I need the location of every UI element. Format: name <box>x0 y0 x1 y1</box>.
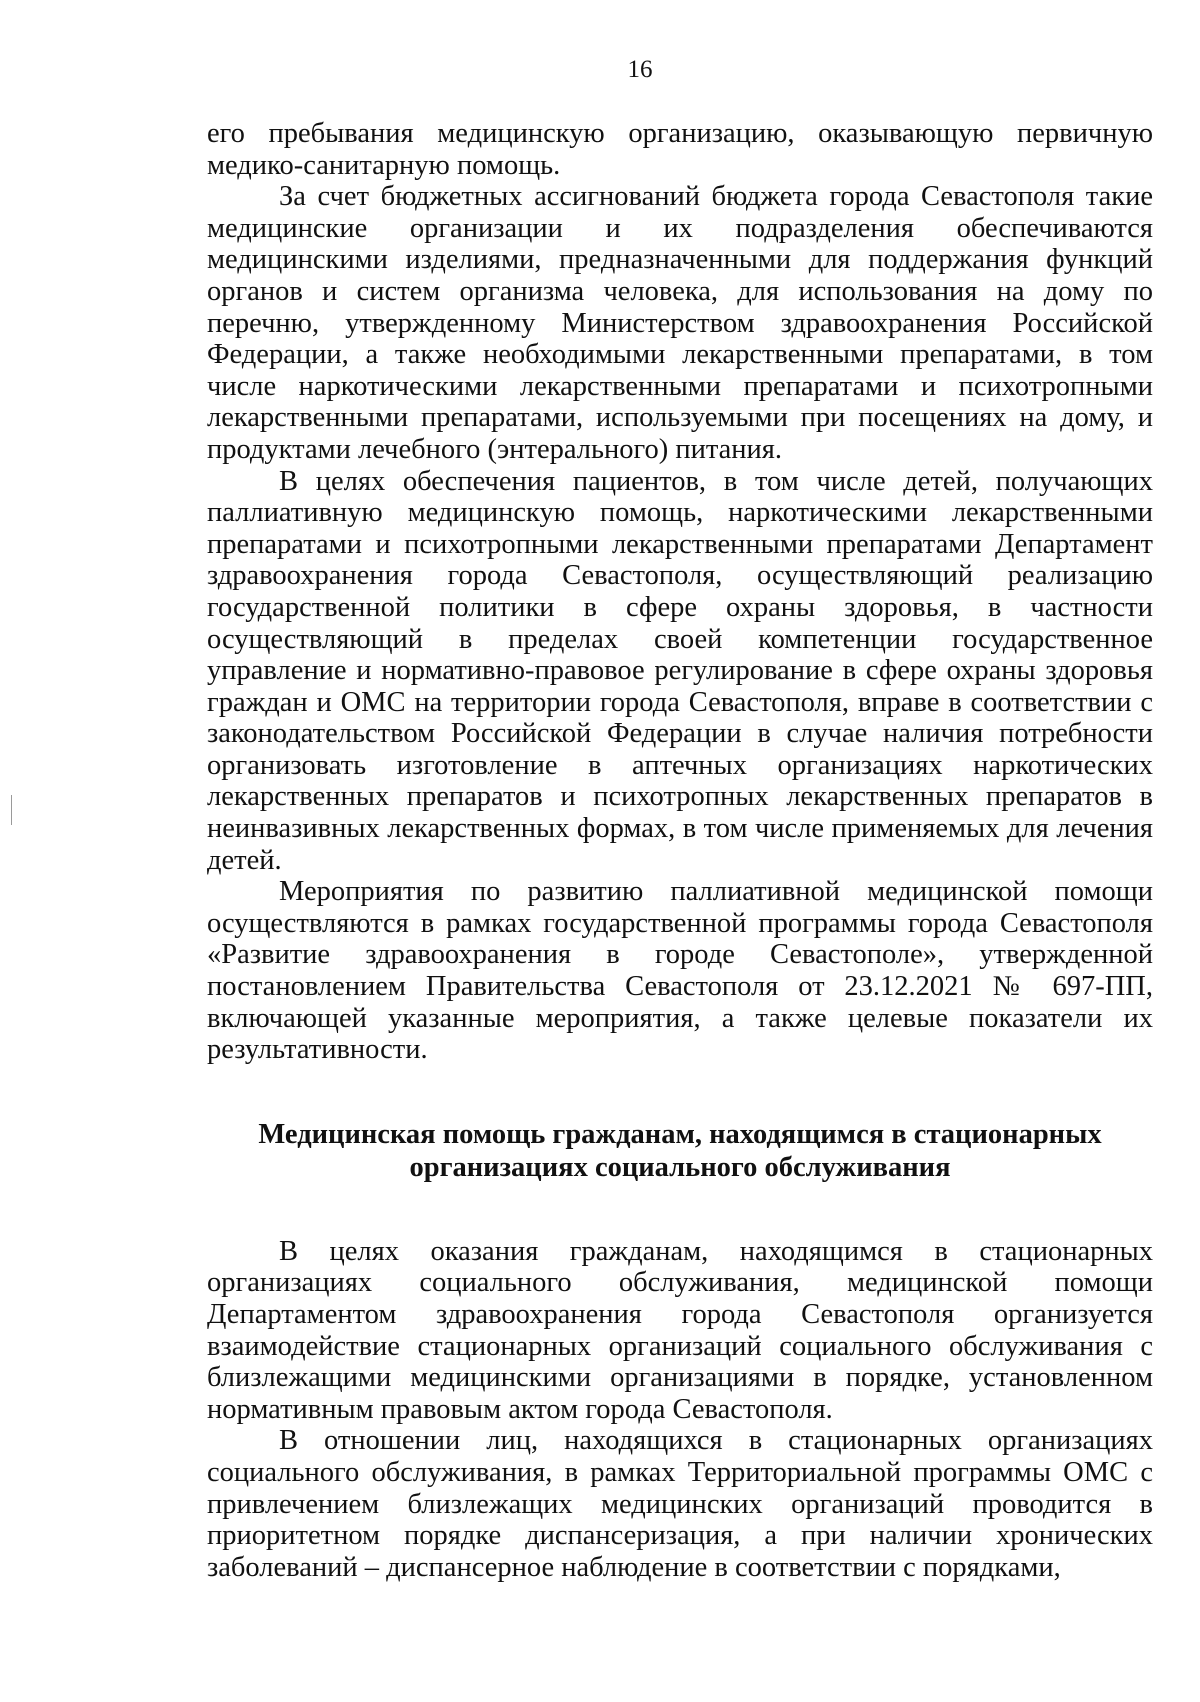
paragraph-funding: За счет бюджетных ассигнований бюджета города Севастополя такие медицинские организации и их подразделения обеспечиваются медицинскими изделиями, предназначенными для поддержания функций органов и систем организма человека, для использования на дому по перечню, утвержденному Министерством здравоохранения Российской Федерации, а также необходимыми лекарственными препаратами, в том числе наркотическими лекарственными препаратами и психотропными лекарственными препаратами, используемыми при посещениях на дому, и продуктами лечебного (энтерального) питания. <box>207 181 1153 465</box>
section-heading <box>207 1118 1153 1184</box>
paragraph-social-care-cooperation: В целях оказания гражданам, находящимся в стационарных организациях социального обслуживания, медицинской помощи Департаментом здравоохранения города Севастополя организуется взаимодействие стационарных организаций социального обслуживания с близлежащими медицинскими организациями в порядке, установленном нормативным правовым актом города Севастополя. <box>207 1235 1153 1425</box>
paragraph-dispensary-observation: В отношении лиц, находящихся в стационарных организациях социального обслуживания, в рамках Территориальной программы ОМС с привлечением близлежащих медицинских организаций проводится в приоритетном порядке диспансеризация, а при наличии хронических заболеваний – диспансерное наблюдение в соответствии с порядками, <box>207 1425 1153 1583</box>
scan-margin-mark <box>11 795 12 825</box>
page-number: 16 <box>627 56 653 83</box>
section-heading-line-2: организациях социального обслуживания <box>409 1151 951 1183</box>
section-heading-line-1: Медицинская помощь гражданам, находящимся в стационарных <box>258 1118 1102 1150</box>
document-body <box>207 118 1153 1583</box>
paragraph-continuation: его пребывания медицинскую организацию, оказывающую первичную медико-санитарную помощь. <box>207 118 1153 181</box>
paragraph-palliative-program: Мероприятия по развитию паллиативной медицинской помощи осуществляются в рамках государственной программы города Севастополя «Развитие здравоохранения в городе Севастополе», утвержденной постановлением Правительства Севастополя от 23.12.2021 № 697-ПП, включающей указанные мероприятия, а также целевые показатели их результативности. <box>207 876 1153 1066</box>
paragraph-narcotic-supply: В целях обеспечения пациентов, в том числе детей, получающих паллиативную медицинскую помощь, наркотическими лекарственными препаратами и психотропными лекарственными препаратами Департамент здравоохранения города Севастополя, осуществляющий реализацию государственной политики в сфере охраны здоровья, в частности осуществляющий в пределах своей компетенции государственное управление и нормативно-правовое регулирование в сфере охраны здоровья граждан и ОМС на территории города Севастополя, вправе в соответствии с законодательством Российской Федерации в случае наличия потребности организовать изготовление в аптечных организациях наркотических лекарственных препаратов и психотропных лекарственных препаратов в неинвазивных лекарственных формах, в том числе применяемых для лечения детей. <box>207 465 1153 876</box>
